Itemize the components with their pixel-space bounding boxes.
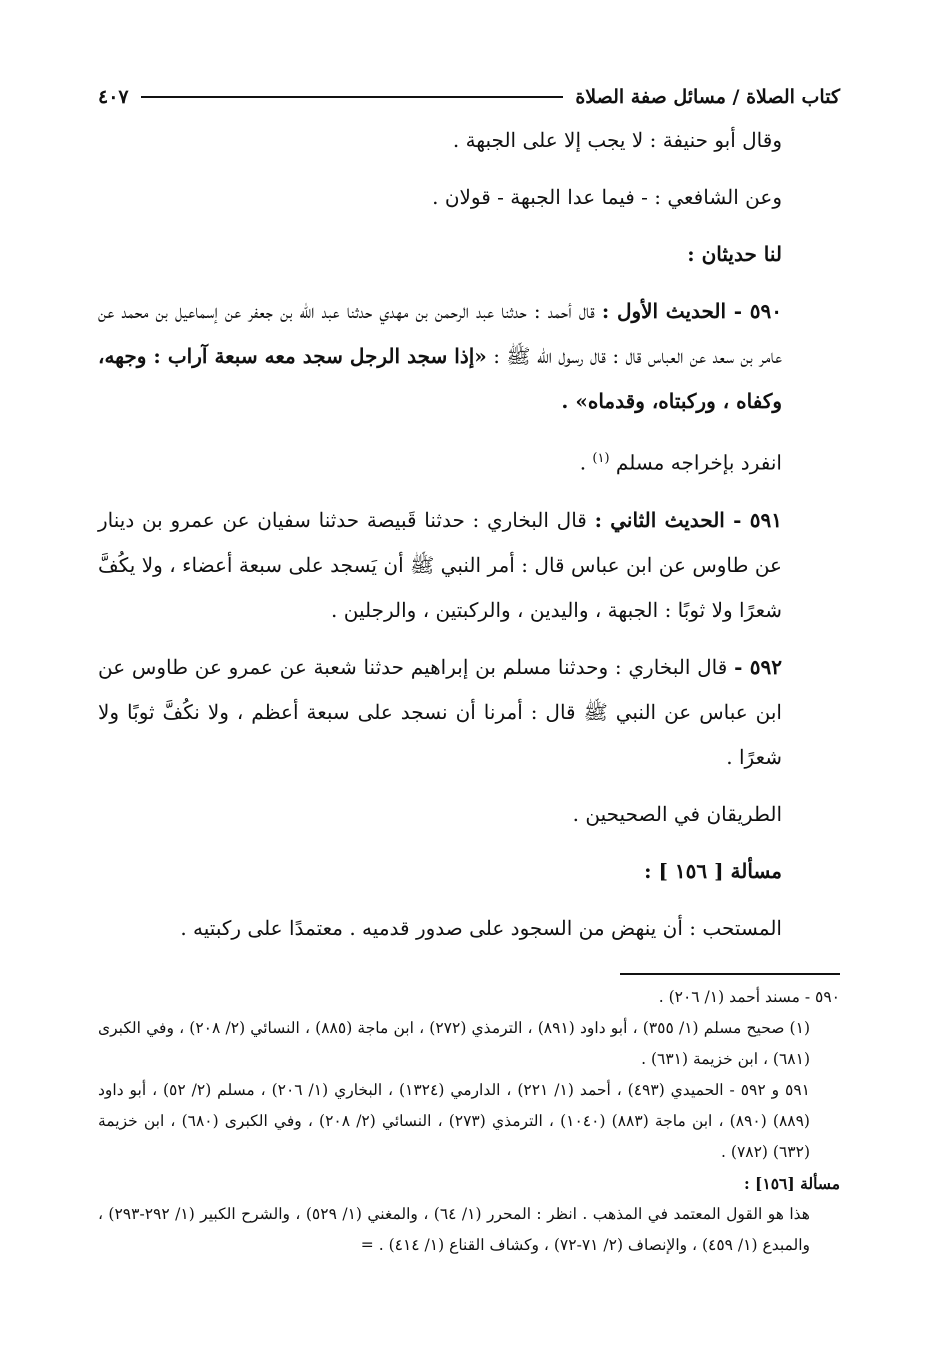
paragraph-muslim: انفرد بإخراجه مسلم $^{(١)}$ . (579, 450, 782, 475)
main-text (98, 118, 840, 963)
page-header (98, 80, 840, 114)
hadith-590-quote: «إذا سجد الرجل سجد معه سبعة آراب : وجهه، وكفاه ، وركبتاه، وقدماه» . (98, 344, 782, 413)
footnote-masala-title: مسألة [١٥٦] : (743, 1174, 840, 1193)
paragraph-tariqan: الطريقان في الصحيحين . (572, 801, 782, 826)
page-number: ٤٠٧ (98, 86, 129, 108)
footnotes (98, 982, 840, 1261)
masala-heading: مسألة [ ١٥٦ ] : (644, 858, 782, 883)
muslim-text: انفرد بإخراجه مسلم (615, 450, 782, 475)
footnote-masala-text: هذا هو القول المعتمد في المذهب . انظر : المحرر (١/ ٦٤) ، والمغني (١/ ٥٢٩) ، والشرح الكبير (١/ ٢٩٢-٢٩٣) ، والمبدع (١/ ٤٥٩) ، والإنصاف (٢/ ٧١-٧٢) ، وكشاف القناع (١/ ٤١٤) . = (98, 1205, 810, 1254)
footnote-ref-1: (١) (592, 451, 610, 466)
hadith-590 (98, 289, 840, 424)
paragraph-shafii: وعن الشافعي : - فيما عدا الجبهة - قولان . (432, 185, 782, 209)
hadith-592 (98, 645, 840, 780)
hadith-590-text: قال أحمد : حدثنا عبد الرحمن بن مهدي حدثنا عبد الله بن جعفر عن إسماعيل بن محمد عن عامر بن سعد عن العباس قال : قال رسول الله ﷺ : (98, 299, 783, 368)
hadith-592-label: ٥٩٢ - (734, 654, 783, 679)
hadith-591-text: قال البخاري : حدثنا قَبيصة حدثنا سفيان عن عمرو بن دينار عن طاوس عن ابن عباس قال : أمر النبي ﷺ أن يَسجد على سبعة أعضاء ، ولا يكُفَّ شعرًا ولا ثوبًا : الجبهة ، واليدين ، والركبتين ، والرجلين . (98, 507, 782, 622)
hadith-590-label: ٥٩٠ - الحديث الأول : (601, 299, 783, 323)
paragraph-abu-hanifa: وقال أبو حنيفة : لا يجب إلا على الجبهة . (452, 128, 782, 152)
hadith-592-text: قال البخاري : وحدثنا مسلم بن إبراهيم حدثنا شعبة عن عمرو عن طاوس عن ابن عباس عن النبي ﷺ قال : أمرنا أن نسجد على سبعة أعظم ، ولا نكُفَّ ثوبًا ولا شعرًا . (98, 654, 782, 769)
header-rule (141, 96, 564, 98)
paragraph-two-hadiths: لنا حديثان : (687, 242, 782, 266)
hadith-591-label: ٥٩١ - الحديث الثاني : (594, 507, 782, 532)
footnote-590: ٥٩٠ - مسند أحمد (١/ ٢٠٦) . (658, 988, 840, 1006)
footnote-separator (620, 973, 840, 975)
footnote-1: (١) صحيح مسلم (١/ ٣٥٥) ، أبو داود (٨٩١) ، الترمذي (٢٧٢) ، ابن ماجة (٨٨٥) ، النسائي (٢/ ٢٠٨) ، وفي الكبرى (٦٨١) ، ابن خزيمة (٦٣١) . (98, 1019, 810, 1068)
hadith-591 (98, 498, 840, 633)
paragraph-mustahab: المستحب : أن ينهض من السجود على صدور قدميه . معتمدًا على ركبتيه . (180, 915, 782, 940)
running-title: كتاب الصلاة / مسائل صفة الصلاة (575, 86, 840, 108)
footnote-591-592: ٥٩١ و ٥٩٢ - الحميدي (٤٩٣) ، أحمد (١/ ٢٢١) ، الدارمي (١٣٢٤) ، البخاري (١/ ٢٠٦) ، مسلم (٢/ ٥٢) ، أبو داود (٨٨٩) (٨٩٠) ، ابن ماجة (٨٨٣) (١٠٤٠) ، الترمذي (٢٧٣) ، النسائي (٢/ ٢٠٨) ، وفي الكبرى (٦٨٠) ، ابن خزيمة (٦٣٢) (٧٨٢) . (98, 1081, 811, 1161)
